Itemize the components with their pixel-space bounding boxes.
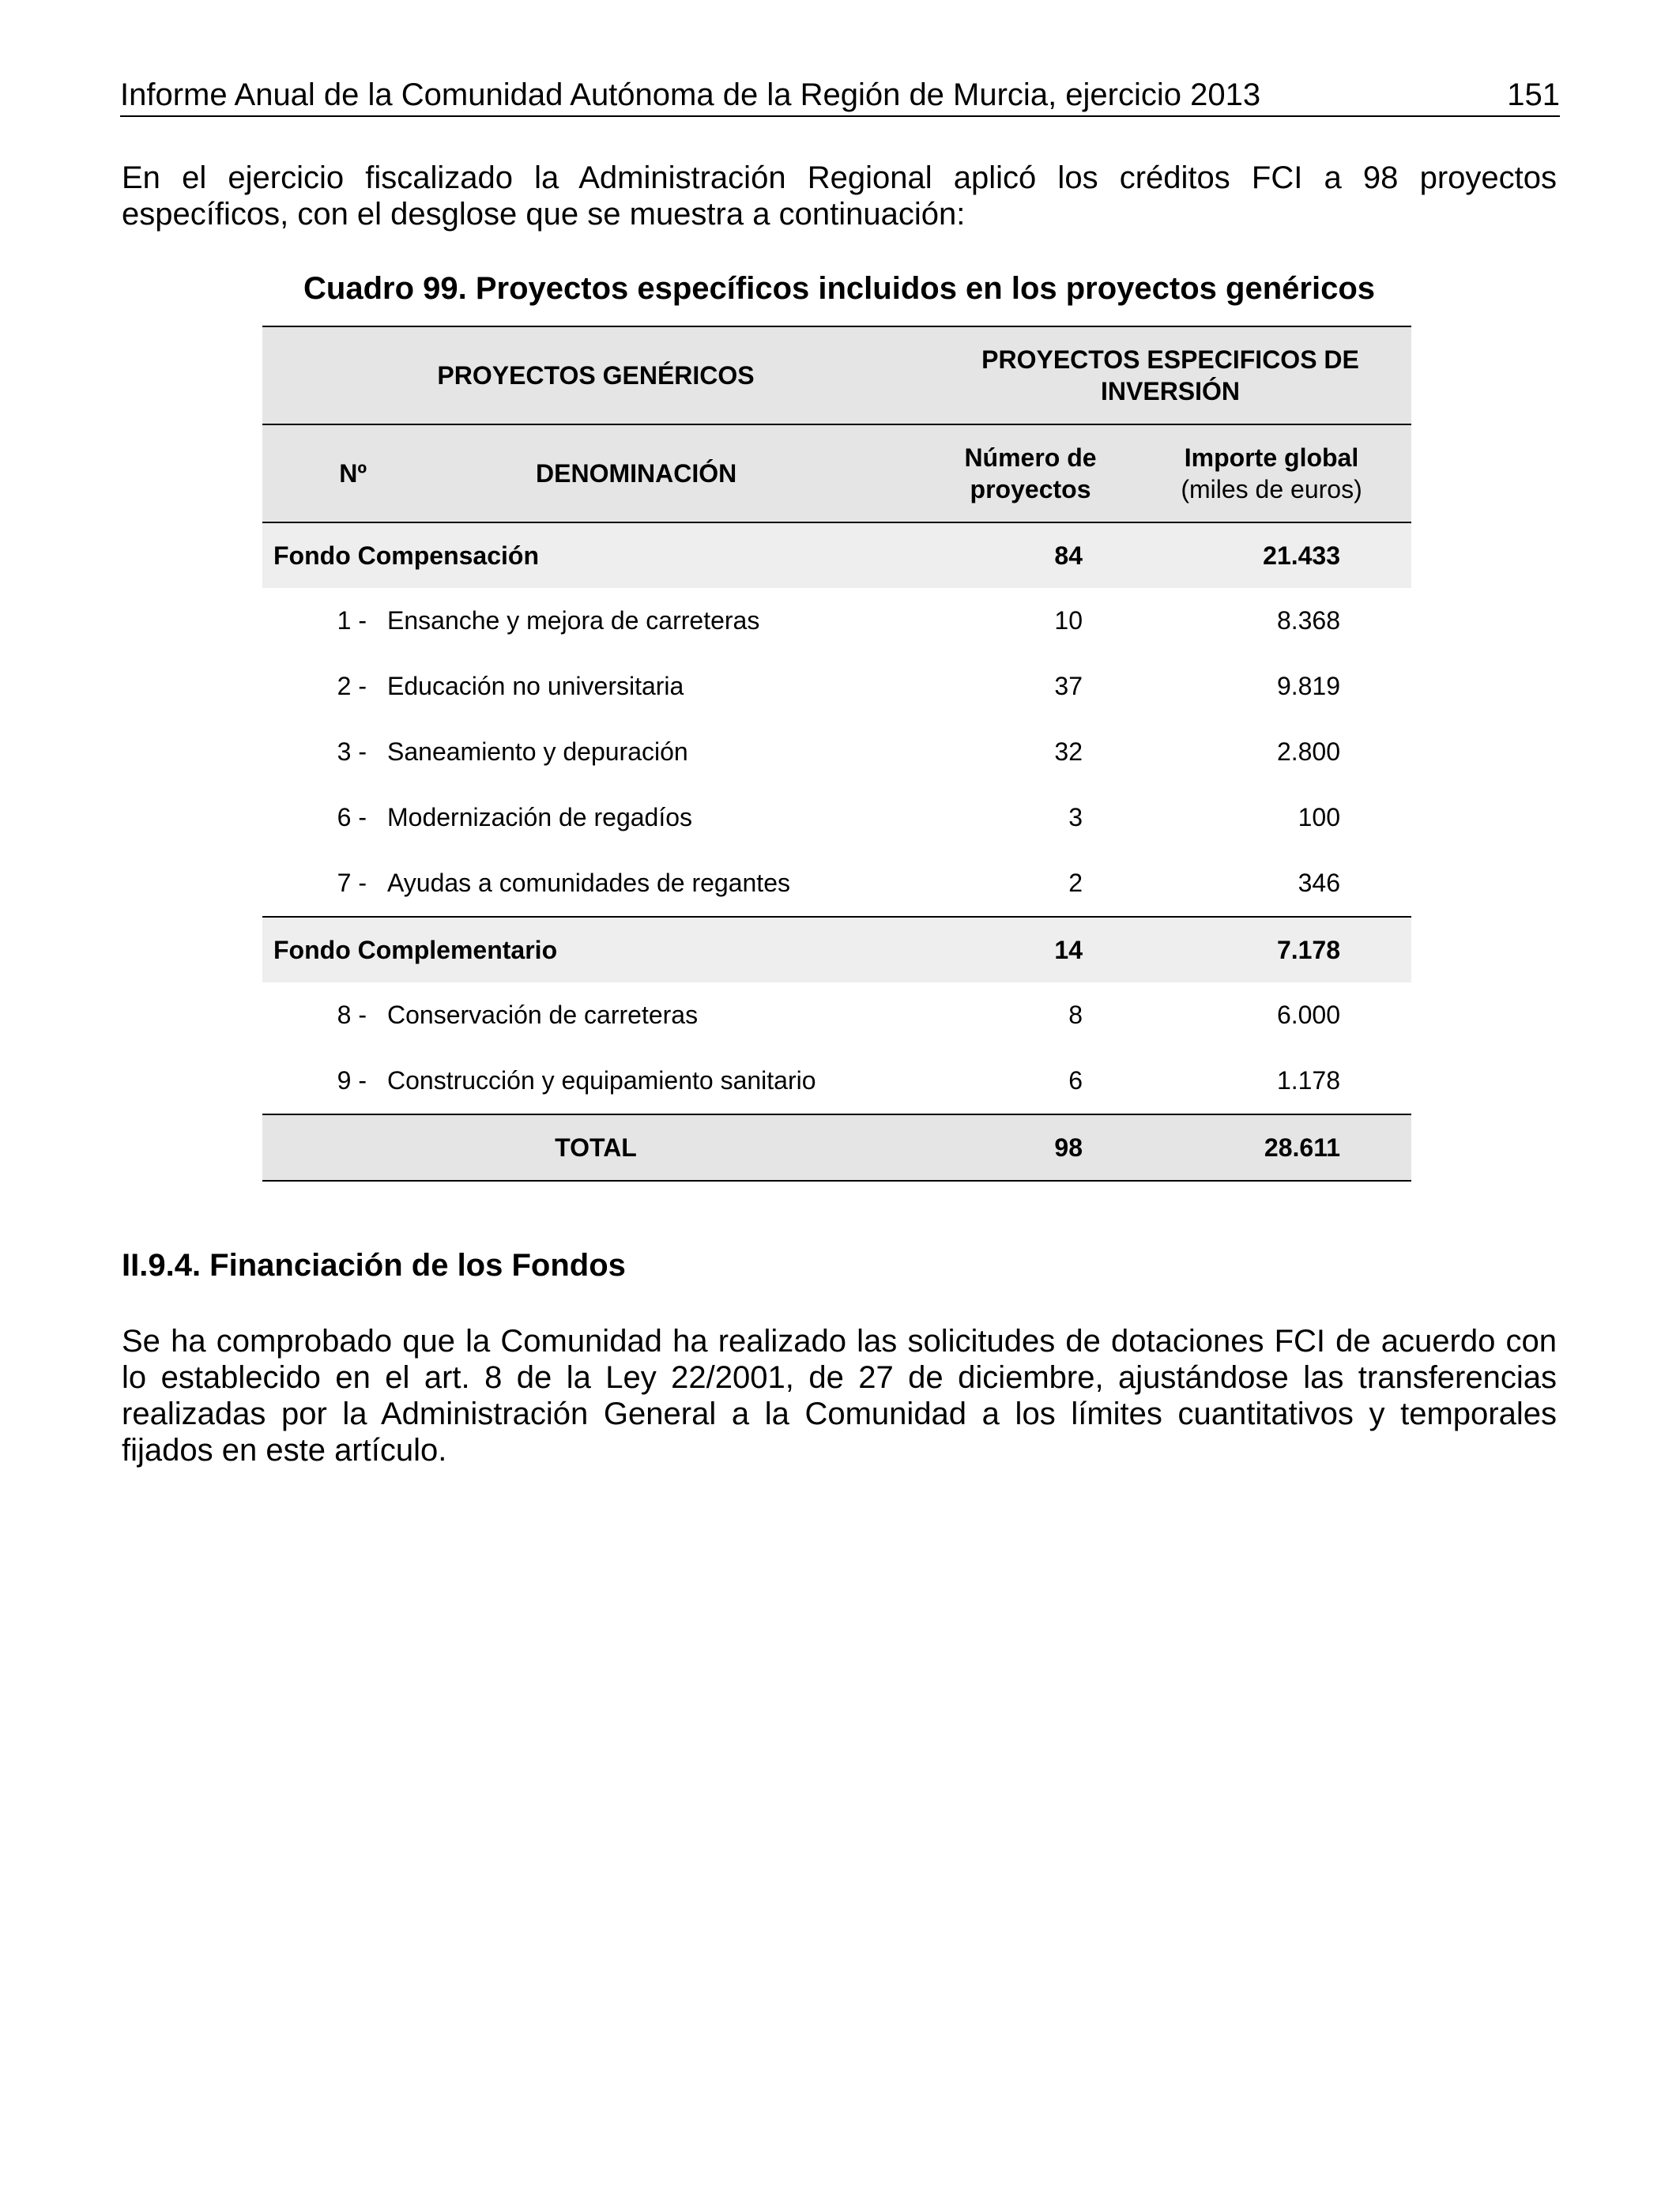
total-label: TOTAL xyxy=(262,1114,929,1181)
item-number: 3 - xyxy=(337,737,367,766)
item-amount: 100 xyxy=(1298,803,1341,831)
item-number: 1 - xyxy=(337,606,367,635)
report-title: Informe Anual de la Comunidad Autónoma de la Región de Murcia, ejercicio 2013 xyxy=(120,77,1261,112)
group-name: Fondo Compensación xyxy=(262,522,929,588)
table-row xyxy=(262,654,1411,719)
financing-paragraph: Se ha comprobado que la Comunidad ha realizado las solicitudes de dotaciones FCI de acuerdo con lo establecido en el art. 8 de la Ley 22/2001, de 27 de diciembre, ajustándose las transferencias realizadas por la Administración General a la Comunidad a los límites cuantitativos y temporales fijados en este artículo. xyxy=(122,1324,1557,1468)
item-count: 10 xyxy=(1054,606,1083,635)
item-name: Construcción y equipamiento sanitario xyxy=(387,1066,816,1095)
group-amount: 7.178 xyxy=(1132,917,1411,982)
header-generic: PROYECTOS GENÉRICOS xyxy=(262,326,929,424)
item-amount: 2.800 xyxy=(1276,737,1341,766)
col-no-header: Nº xyxy=(262,424,381,522)
page-header xyxy=(120,76,1560,117)
col-importe-label: Importe global xyxy=(1184,443,1359,472)
table-row xyxy=(262,588,1411,654)
item-number: 2 - xyxy=(337,672,367,700)
col-denominacion-header: DENOMINACIÓN xyxy=(381,424,929,522)
item-name: Saneamiento y depuración xyxy=(387,737,688,766)
table-caption: Cuadro 99. Proyectos específicos incluidos en los proyectos genéricos xyxy=(303,271,1375,306)
col-numero-header: Número de proyectos xyxy=(929,424,1132,522)
col-importe-unit: (miles de euros) xyxy=(1181,475,1362,503)
group-count: 84 xyxy=(929,522,1132,588)
item-count: 37 xyxy=(1054,672,1083,700)
item-count: 6 xyxy=(1068,1066,1083,1095)
item-count: 32 xyxy=(1054,737,1083,766)
item-number: 9 - xyxy=(337,1066,367,1095)
item-name: Conservación de carreteras xyxy=(387,1001,699,1029)
section-heading: II.9.4. Financiación de los Fondos xyxy=(122,1248,626,1283)
intro-paragraph: En el ejercicio fiscalizado la Administración Regional aplicó los créditos FCI a 98 proyectos específicos, con el desglose que se muestra a continuación: xyxy=(122,160,1557,232)
item-name: Educación no universitaria xyxy=(387,672,684,700)
table-row xyxy=(262,850,1411,917)
group-amount: 21.433 xyxy=(1132,522,1411,588)
item-count: 8 xyxy=(1068,1001,1083,1029)
table-row xyxy=(262,1048,1411,1114)
item-number: 6 - xyxy=(337,803,367,831)
page-number: 151 xyxy=(1507,77,1560,112)
item-name: Ensanche y mejora de carreteras xyxy=(387,606,760,635)
group-count: 14 xyxy=(929,917,1132,982)
group-row xyxy=(262,917,1411,982)
item-name: Modernización de regadíos xyxy=(387,803,693,831)
table-row xyxy=(262,719,1411,785)
item-count: 3 xyxy=(1068,803,1083,831)
item-amount: 346 xyxy=(1298,869,1341,897)
item-count: 2 xyxy=(1068,869,1083,897)
group-row xyxy=(262,522,1411,588)
header-row-2 xyxy=(262,424,1411,522)
item-number: 7 - xyxy=(337,869,367,897)
total-count: 98 xyxy=(929,1114,1132,1181)
table-row xyxy=(262,785,1411,850)
item-amount: 1.178 xyxy=(1276,1066,1341,1095)
item-number: 8 - xyxy=(337,1001,367,1029)
total-amount: 28.611 xyxy=(1132,1114,1411,1181)
total-row xyxy=(262,1114,1411,1181)
item-name: Ayudas a comunidades de regantes xyxy=(387,869,790,897)
item-amount: 9.819 xyxy=(1276,672,1341,700)
header-specific: PROYECTOS ESPECIFICOS DE INVERSIÓN xyxy=(929,326,1411,424)
col-importe-header xyxy=(1132,424,1411,522)
group-name: Fondo Complementario xyxy=(262,917,929,982)
table-row xyxy=(262,982,1411,1048)
item-amount: 8.368 xyxy=(1276,606,1341,635)
projects-table xyxy=(262,326,1411,1182)
header-row-1 xyxy=(262,326,1411,424)
item-amount: 6.000 xyxy=(1276,1001,1341,1029)
